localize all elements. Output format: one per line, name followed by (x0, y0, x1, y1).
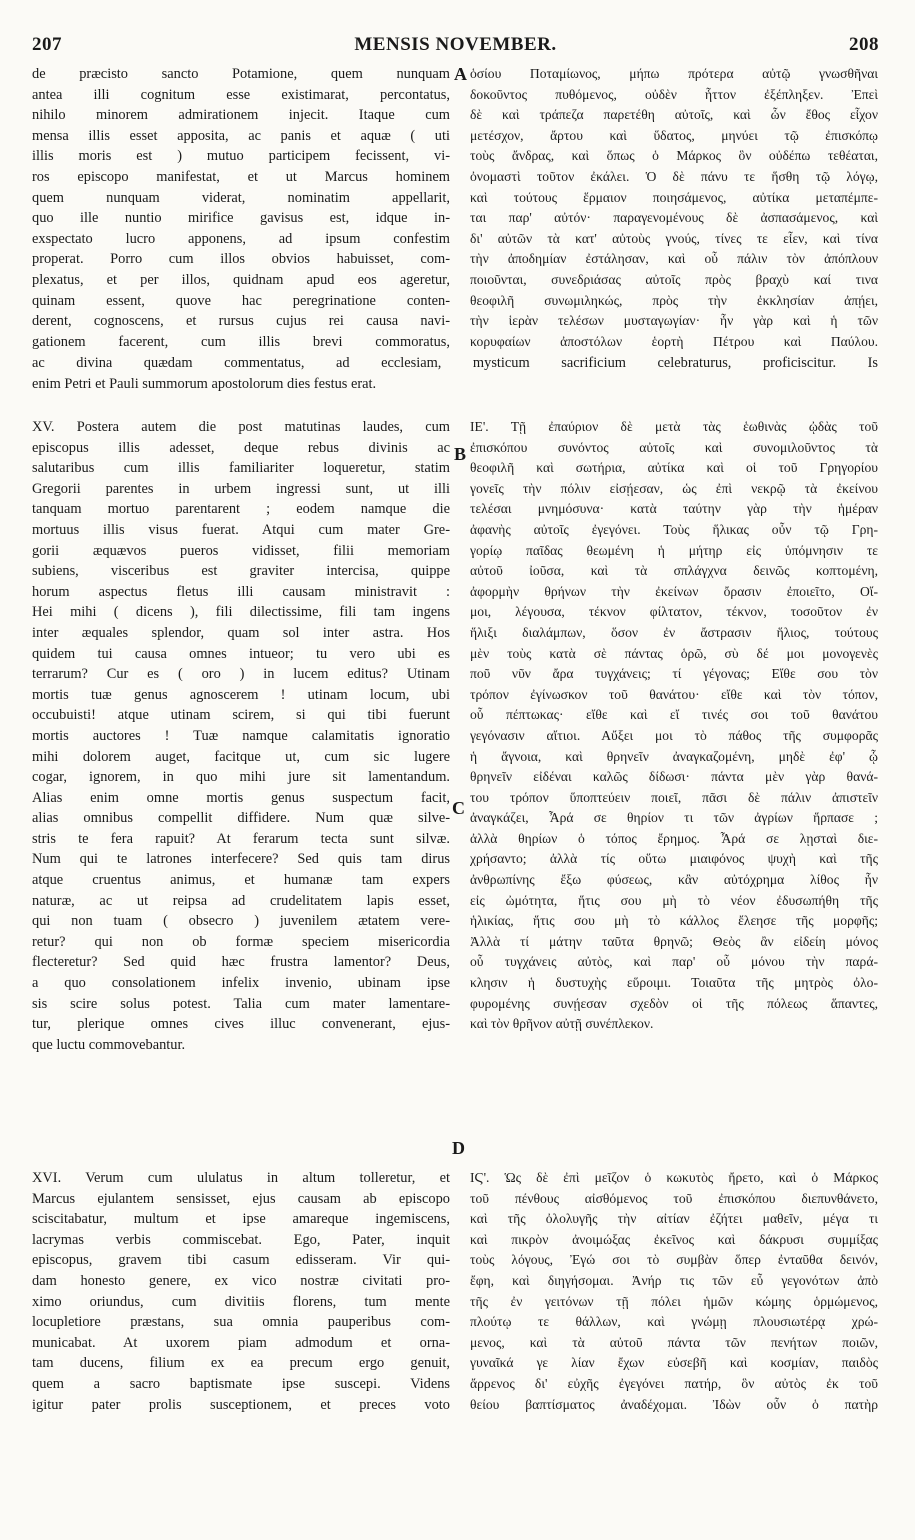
text-line: ἡ ἄγνοια, καὶ θρηνεῖν ἀναγκαζομένη, μηδὲ ἐφ' ᾧ (470, 748, 878, 764)
text-line: δοκοῦντος πυθόμενος, οὐδὲν ἧττον ἐξέπληξεν. Ἐπεὶ (470, 86, 878, 102)
text-line: οὗ πέπτωκας· εἴθε καὶ εἴ τινές σοι τοῦ θανάτου (470, 707, 878, 723)
text-line: tanquam mortuo parentarent ; eodem namque die (32, 501, 450, 518)
text-line: igitur pater prolis susceptionem, et preces voto (32, 1396, 450, 1413)
text-line: occubuisti! atque utinam scirem, si qui tibi fuerunt (32, 707, 450, 724)
text-line: qui non tuam ( obsecro ) juvenilem ætatem vere- (32, 913, 450, 930)
text-line: του τρόπον ὕποπτεύειν ποιεῖ, πᾶσι δὲ πάλιν ἀπιστεῖν (470, 789, 878, 805)
text-line: ros episcopo manifestat, et ut Marcus hominem (32, 168, 450, 185)
text-line: ΙΕ'. Τῇ ἐπαύριον δὲ μετὰ τὰς ἑωθινὰς ᾠδὰς τοῦ (470, 419, 878, 434)
text-line: quidem tui causa omnes intueor; tu vero ubi es (32, 645, 450, 662)
text-line: πλούτῳ τε θάλλων, καὶ γνώμῃ πλουσιωτέρᾳ χρώ- (470, 1314, 878, 1330)
text-line: tam ducens, filium ex ea precum ergo genuit, (32, 1355, 450, 1372)
text-line: alias omnibus compellit diffidere. Num quæ silve- (32, 810, 450, 827)
text-line: XVI. Verum cum ululatus in altum tolleretur, et (32, 1170, 450, 1186)
text-line: Marcus ejulantem sensisset, ejus causam ab episcopo (32, 1190, 450, 1207)
text-line: quo ille nuntio mirifice gavisus est, idque in- (32, 210, 450, 227)
text-line: γυναῖκά γε λίαν ἔχων εὐσεβῆ καὶ κοσμίαν, παιδὸς (470, 1355, 878, 1371)
text-line: exspectato lucro apponens, ad ipsum confestim (32, 230, 450, 247)
latin-column-section-1 (32, 64, 450, 352)
text-line: κορυφαίων ἀποστόλων ἑορτὴ Πέτρου καὶ Παύλου. (470, 333, 878, 349)
text-line: τρόπον ἐγίνωσκον τοῦ θανάτου· εἴθε καὶ τὸν τόπον, (470, 686, 878, 702)
text-line: μενος, καὶ τὰ αὐτοῦ πάντα τῶν πενήτων ποιῶν, (470, 1334, 878, 1350)
text-line: Alias enim omne mortis genus suspectum facit, (32, 789, 450, 806)
text-line: salutaribus cum illis familiariter loqueretur, statim (32, 460, 450, 477)
text-line: Hei mihi ( dicens ), fili dilectissime, fili tam ingens (32, 604, 450, 621)
running-header (32, 34, 879, 60)
text-line: θρηνεῖν εἰδέναι καλῶς δίδωσι· πάντα μὲν γὰρ θανά- (470, 769, 878, 785)
text-line: horum aspectus fletus illi causam ministravit : (32, 583, 450, 600)
text-line: μοι, λέγουσα, τέκνον φίλτατον, τέκνον, τοσοῦτον ἐν (470, 604, 878, 620)
text-line: ὁσίου Ποταμίωνος, μήπω πρότερα αὐτῷ γνωσθῆναι (470, 66, 878, 81)
text-line: δὲ καὶ τράπεζα παρετέθη αὐτοῖς, καὶ ὧν ἔθος εἶχον (470, 107, 878, 123)
text-line: δι' αὐτῶν τὰ κατ' αὐτοὺς γνούς, τίνες τε εἶεν, καὶ τίνα (470, 230, 878, 246)
text-line: θεοφιλῆ συνωμιληκώς, πρὸς τὴν ἐκκλησίαν ἀπῄει, (470, 292, 878, 308)
text-line: subiens, visceribus est graviter intercisa, quippe (32, 563, 450, 580)
text-line: γορίῳ παῖδας θεωμένη ἡ μήτηρ εἰς ὑπόμνησιν τε (470, 542, 878, 558)
text-line: a quo consolationem infelix invenio, ubinam ipse (32, 975, 450, 992)
text-line: plexatus, et per illos, quidnam apud eos ageretur, (32, 271, 450, 288)
text-line: terrarum? Cur es ( oro ) in lucem editus? Utinam (32, 666, 450, 683)
text-line: ὀνομαστὶ τοῦτον ἐκάλει. Ὁ δὲ πάνυ τε ἥσθη τῷ λόγῳ, (470, 168, 878, 184)
latin-column-section-xv (32, 417, 450, 1055)
margin-marker-d: D (452, 1138, 465, 1158)
text-line: illis moris est ) mutuo participem fecissent, vi- (32, 148, 450, 165)
margin-marker-b: B (454, 444, 467, 464)
text-line: τῆς ἐν γειτόνων τῇ πόλει ἡμῶν κώμης ὁρμώμενος, (470, 1293, 878, 1309)
text-line: καὶ τούτους ἕρμαιον ποιησάμενος, αὐτίκα μεταπέμπε- (470, 189, 878, 205)
text-line: mihi dolorem auget, facitque ut, cum sic lugere (32, 748, 450, 765)
latin-column-section-xvi (32, 1168, 450, 1415)
text-line: gationem facerent, cum illis brevi commoratus, (32, 333, 450, 350)
text-line: μετέσχον, ἄρτου καὶ ὕδατος, μηνύει τῷ ἐπισκόπῳ (470, 127, 878, 143)
text-line: mensa illis esset apposita, ac panis et aquæ ( uti (32, 127, 450, 144)
text-line: ἀλλὰ θηρίων ὁ τόπος ἔρημος. Ἆρά σε λῃσταὶ διε- (470, 830, 878, 846)
text-line: ἔφη, καὶ διηγήσομαι. Ἀνήρ τις τῶν εὖ γεγονότων ἀπὸ (470, 1272, 878, 1288)
text-line: χρήσαντο; ἀλλὰ τίς οὕτω μιαιφόνος ψυχὴ καὶ τῆς (470, 851, 878, 867)
text-line: nihilo minorem admirationem injecit. Itaque cum (32, 107, 450, 124)
text-line: quem nunquam viderat, nominatim appellarit, (32, 189, 450, 206)
text-line: XV. Postera autem die post matutinas laudes, cum (32, 419, 450, 435)
text-line: que luctu commovebantur. (32, 1036, 186, 1053)
text-line: flecteretur? Sed quid hæc frustra lamentor? Deus, (32, 954, 450, 971)
text-line: gorii æquævos pueros vidisset, filii memoriam (32, 542, 450, 559)
text-line: ποιοῦνται, συνεδριάσας αὐτοῖς πρὸς βραχὺ καί τινα (470, 271, 878, 287)
text-line: ἐπισκόπου συνόντος αὐτοῖς καὶ συνομιλοῦντος τὰ (470, 439, 878, 455)
text-line: episcopus, gravem tibi casum edisseram. Vir qui- (32, 1252, 450, 1269)
text-line: ποῦ νῦν ἄρα τυγχάνεις; τί γέγονας; Εἴθε σου τὸν (470, 666, 878, 682)
page-title: MENSIS NOVEMBER. (354, 34, 557, 55)
text-line: inter æquales splendor, quam sol inter astra. Hos (32, 624, 450, 641)
text-line: sis scire solus potest. Talia cum mater lamentare- (32, 995, 450, 1012)
text-line: locupletiore præstans, sua omnia pauperibus com- (32, 1314, 450, 1331)
text-line: stris te fera rapuit? At ferarum tecta sunt silvæ. (32, 830, 450, 847)
text-line: quem a sacro baptismate ipse suscepi. Videns (32, 1375, 450, 1392)
text-line: ἥλιξι διαλάμπων, ὅσον ἐν ἄστρασιν ἥλιος, τούτους (470, 624, 878, 640)
text-line: τὴν ἀποδημίαν ἐστάλησαν, καὶ οὗ πάλιν τὸν ἀπόπλουν (470, 251, 878, 267)
text-line: Num qui te latrones interfecere? Sed quis tam dirus (32, 851, 450, 868)
text-line: τὴν ἱερὰν τελέσων μυσταγωγίαν· ἦν γὰρ καὶ ἡ τῶν (470, 313, 878, 329)
latin-full-width-continuation (32, 353, 878, 394)
page-number-left: 207 (32, 34, 62, 55)
text-line: naturæ, ac ut reipsa ad crudelitatem lapis esset, (32, 892, 450, 909)
text-line: κλησιν ἡ δυστυχὴς εὕροιμι. Τοιαῦτα τῆς μητρὸς ὀλο- (470, 975, 878, 991)
text-line: ἡλικίας, ἥτις σου μὴ τὸ κάλλος ἔλεησε τῆς μορφῆς; (470, 913, 878, 929)
text-line: μὲν τοὺς κατὰ σὲ πάντας ὁρῶ, σὺ δέ μοι μονογενὲς (470, 645, 878, 661)
text-line: ac divina quædam commentatus, ad ecclesiam, mysticum sacrificium celebraturus, proficiscitur. Is (32, 355, 878, 371)
text-line: ἀνθρωπίνης ἔξω φύσεως, κἂν αὐτόχρημα λίθος ἦν (470, 872, 878, 888)
text-line: Gregorii parentes in urbem ingressi sunt, ut illi (32, 480, 450, 497)
text-line: Ἀλλὰ τί μάτην ταῦτα θρηνῶ; Θεὸς ἂν εἰδείη μόνος (470, 933, 878, 949)
text-line: de præcisto sancto Potamione, quem nunquam (32, 66, 450, 82)
text-line: retur? qui non ob formæ speciem misericordia (32, 933, 450, 950)
text-line: mortuus illis visus fuerat. Atqui cum mater Gre- (32, 521, 450, 538)
text-line: lacrymas verbis commiscebat. Ego, Pater, inquit (32, 1231, 450, 1248)
text-line: ximo oriundus, cum divitiis florens, tum mente (32, 1293, 450, 1310)
text-line: καὶ τὸν θρῆνον αὐτῇ συνέπλεκον. (470, 1016, 654, 1032)
text-line: antea illi cognitum esse existimarat, percontatus, (32, 86, 450, 103)
text-line: quinam essent, quove hac peregrinatione conten- (32, 292, 450, 309)
text-line: ΙϚ'. Ὡς δὲ ἐπὶ μεῖζον ὁ κωκυτὸς ἤρετο, καὶ ὁ Μάρκος (470, 1170, 878, 1185)
text-line: θεοφιλῆ καὶ σωτήρια, αὐτίκα καὶ οἱ τοῦ Γρηγορίου (470, 460, 878, 476)
text-line: ται παρ' αὐτόν· παραγενομένους δὲ ἀσπασάμενος, καὶ (470, 210, 878, 226)
text-line: mortis auctores ! Tuæ namque calamitatis ignoratio (32, 727, 450, 744)
text-line: καὶ πικρὸν ἀνοιμώξας ἐκεῖνος καὶ δάκρυσι συμμίξας (470, 1231, 878, 1247)
text-line: properat. Porro cum illos obvios habuisset, com- (32, 251, 450, 268)
text-line: ἀναγκάζει, Ἆρά σε θηρίον τι τῶν ἀγρίων ἥρπασε ; (470, 810, 878, 826)
greek-column-section-xvi (470, 1168, 878, 1415)
page-number-right: 208 (849, 34, 879, 55)
text-line: ἀφορμὴν θρήνων τὴν ἐκείνων ὄρασιν ἐποιεῖτο, Οἴ- (470, 583, 878, 599)
text-line: τοῦ πένθους αἰσθόμενος τοῦ ἐπισκόπου διεπυνθάνετο, (470, 1190, 878, 1206)
text-line: municabat. At uxorem piam admodum et orna- (32, 1334, 450, 1351)
margin-marker-c: C (452, 798, 465, 818)
text-line: enim Petri et Pauli summorum apostolorum dies festus erat. (32, 375, 377, 392)
text-line: τοὺς ἄνδρας, καὶ ὅπως ὁ Μάρκος ὃν οὐδέπω τεθέαται, (470, 148, 878, 164)
text-line: cogar, ignorem, in quo mihi jure sit lamentandum. (32, 769, 450, 786)
text-line: ἀφανὴς αὐτοῖς ἐγεγόνει. Τοὺς ἥλικας οὖν τῷ Γρη- (470, 521, 878, 537)
text-line: derent, cognoscens, et rursus cujus rei causa navi- (32, 313, 450, 330)
text-line: tur, plerique omnes cives illuc convenerant, ejus- (32, 1016, 450, 1033)
text-line: τελέσαι μνημόσυνα· κατὰ ταύτην γὰρ τὴν ἡμέραν (470, 501, 878, 517)
text-line: episcopus illis adesset, deque rebus divinis ac (32, 439, 450, 456)
text-line: φυρομένης συνῄεσαν σχεδὸν οἱ τῆς πόλεως ἅπαντες, (470, 995, 878, 1011)
text-line: εἰς ὠμότητα, ἥτις σου μὴ τὸ νέον ἐδυσωπήθη τῆς (470, 892, 878, 908)
text-line: ἄρρενος δι' εὐχῆς ἐγεγόνει πατήρ, ὃν αὐτὸς ἐκ τοῦ (470, 1375, 878, 1391)
text-line: καὶ τῆς ὀλολυγῆς τὴν αἰτίαν ἐζήτει μαθεῖν, μέγα τι (470, 1211, 878, 1227)
greek-column-section-1 (470, 64, 878, 352)
margin-marker-a: A (454, 64, 467, 84)
text-line: θείου βαπτίσματος ἀναδέχομαι. Ἰδὼν οὖν ὁ πατὴρ (470, 1396, 878, 1412)
greek-column-section-xv (470, 417, 878, 1035)
text-line: mortis tuæ genus agnoscerem ! utinam locum, ubi (32, 686, 450, 703)
text-line: atque cruentus animus, et humanæ tam expers (32, 872, 450, 889)
text-line: dam honesto genere, ex vico nostræ civitati pro- (32, 1272, 450, 1289)
text-line: τοὺς λόγους, Ἐγώ σοι τὸ συμβὰν ὅπερ ἐνταῦθα δεινόν, (470, 1252, 878, 1268)
text-line: sciscitabatur, multum et ipse amareque ingemiscens, (32, 1211, 450, 1228)
text-line: οὗ τυγχάνεις αὐτὸς, καὶ παρ' οὗ μόνου τὴν παρά- (470, 954, 878, 970)
text-line: γεγόνασιν αἴτιοι. Αὔξει μοι τὸ πάθος τῆς συμφορᾶς (470, 727, 878, 743)
text-line: γονεῖς τὴν πόλιν εἰσῄεσαν, ὡς ἐπὶ νεκρῷ τὰ ἐκείνου (470, 480, 878, 496)
text-line: αὐτοῦ ἰοῦσα, καὶ τὰ σπλάγχνα δεινῶς κοπτομένη, (470, 563, 878, 579)
